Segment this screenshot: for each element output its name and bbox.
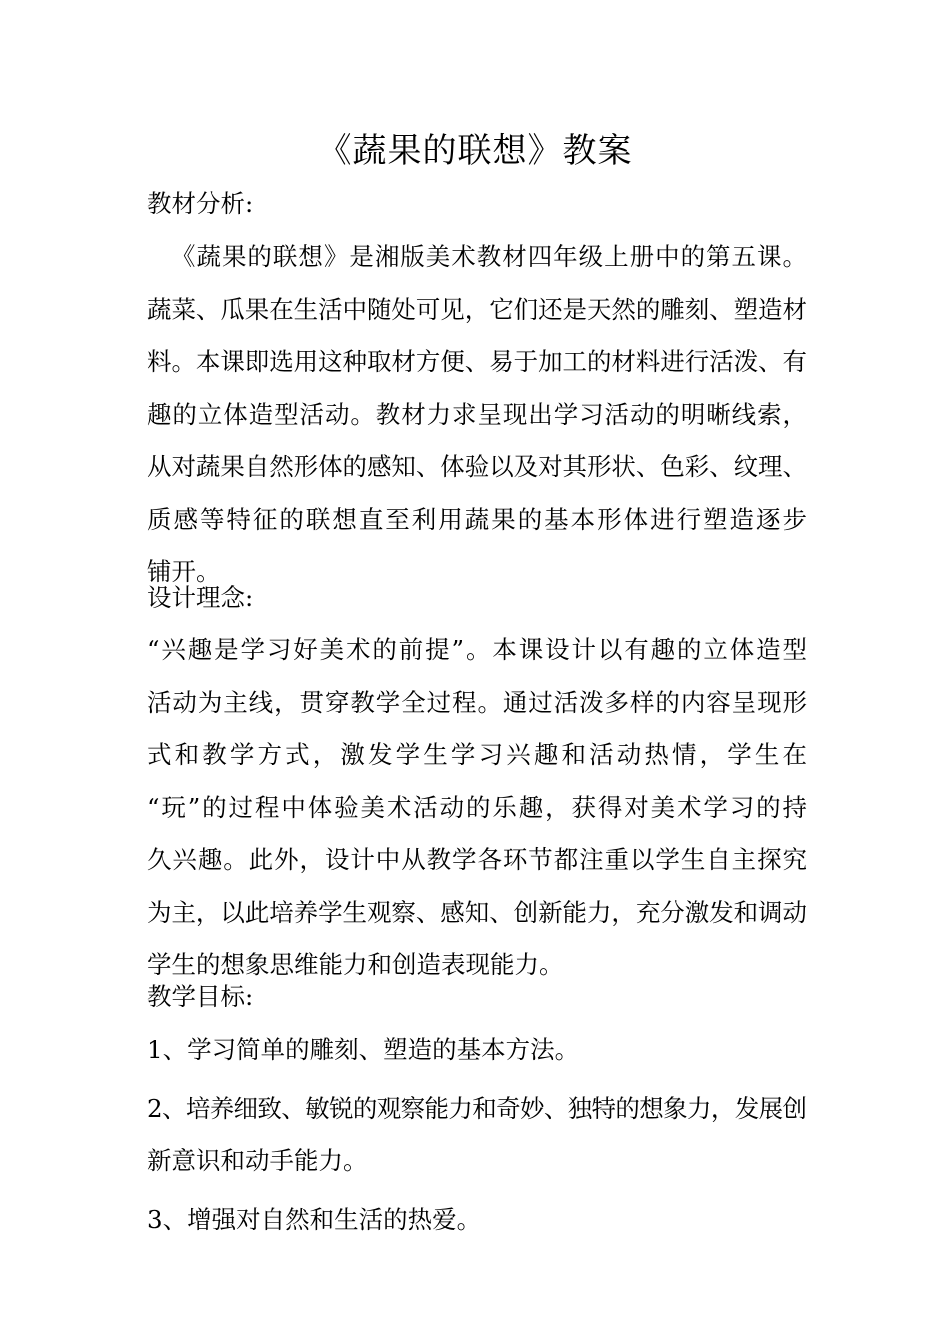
page-title: 《蔬果的联想》教案 bbox=[317, 131, 633, 171]
paragraph-line: 从对蔬果自然形体的感知、体验以及对其形状、色彩、纹理、 bbox=[147, 452, 807, 481]
goal-item: 2、培养细致、敏锐的观察能力和奇妙、独特的想象力，发展创 bbox=[147, 1093, 807, 1123]
paragraph-line: 久兴趣。此外，设计中从教学各环节都注重以学生自主探究 bbox=[147, 845, 808, 874]
paragraph-line: 为主，以此培养学生观察、感知、创新能力，充分激发和调动 bbox=[147, 897, 807, 927]
paragraph-line: 铺开。 bbox=[147, 557, 221, 586]
section-body-material-analysis bbox=[147, 231, 807, 599]
section-body-design-concept bbox=[147, 624, 811, 992]
section-heading-teaching-goals: 教学目标: bbox=[147, 982, 254, 1011]
paragraph-line: 活动为主线，贯穿教学全过程。通过活泼多样的内容呈现形 bbox=[147, 687, 808, 717]
section-heading-material-analysis: 教材分析: bbox=[147, 189, 254, 218]
paragraph-line: 质感等特征的联想直至利用蔬果的基本形体进行塑造逐步 bbox=[147, 504, 809, 534]
section-body-teaching-goals bbox=[147, 1024, 807, 1246]
paragraph-line: 蔬菜、瓜果在生活中随处可见，它们还是天然的雕刻、塑造材 bbox=[147, 294, 807, 324]
goal-item: 3、增强对自然和生活的热爱。 bbox=[147, 1204, 482, 1234]
paragraph-line: “兴趣是学习好美术的前提”。本课设计以有趣的立体造型 bbox=[147, 635, 809, 664]
goal-item: 新意识和动手能力。 bbox=[147, 1146, 368, 1175]
paragraph-line: 学生的想象思维能力和创造表现能力。 bbox=[147, 950, 564, 979]
paragraph-line: 趣的立体造型活动。教材力求呈现出学习活动的明晰线索， bbox=[147, 399, 808, 429]
goal-item: 1、学习简单的雕刻、塑造的基本方法。 bbox=[147, 1035, 580, 1064]
paragraph-line: 《蔬果的联想》是湘版美术教材四年级上册中的第五课。 bbox=[171, 242, 808, 271]
paragraph-line: 式和教学方式，激发学生学习兴趣和活动热情，学生在 bbox=[147, 740, 811, 769]
section-heading-design-concept: 设计理念: bbox=[147, 583, 254, 612]
paragraph-line: 料。本课即选用这种取材方便、易于加工的材料进行活泼、有 bbox=[147, 347, 807, 376]
paragraph-line: “玩”的过程中体验美术活动的乐趣，获得对美术学习的持 bbox=[147, 792, 809, 822]
